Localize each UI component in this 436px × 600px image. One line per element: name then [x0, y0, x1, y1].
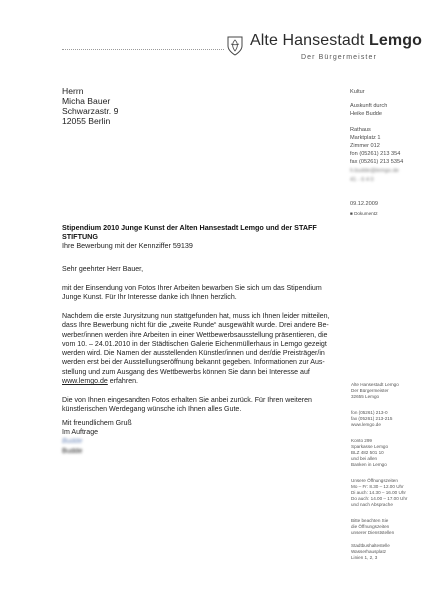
city-logo-text [250, 32, 422, 50]
reference-code: 41 - 6 4 0 [350, 177, 374, 183]
footer-note-line: unserer Dienststellen [351, 530, 395, 535]
footer-note-line: die Öffnungszeiten [351, 524, 390, 529]
footer-address-line: Der Bürgermeister [351, 388, 389, 393]
paragraph-2 [62, 312, 337, 386]
recipient-salutation: Herrn [62, 86, 84, 96]
lemgo-website-link[interactable]: www.lemgo.de [62, 378, 108, 386]
footer-bank-line: Sparkasse Lemgo [351, 444, 389, 449]
footer-address-line: 32655 Lemgo [351, 394, 380, 399]
footer-hours [351, 478, 407, 508]
city-crest-icon [227, 36, 243, 56]
footer-contact-line: fon (05261) 213-0 [351, 410, 388, 415]
letterhead-divider [62, 49, 224, 50]
on-behalf: Im Auftrage [62, 429, 99, 436]
city-name: Alte Hansestadt [250, 32, 365, 49]
footer-bus [351, 543, 390, 561]
paragraph-3-line-1: Die von Ihnen eingesandten Fotos erhalten Sie anbei zurück. Für Ihren weiteren [62, 397, 312, 404]
signer-name: Budde [62, 448, 83, 455]
paragraph-2-tail: erfahren. [107, 378, 138, 386]
footer-bank-line: Banken in Lemgo [351, 462, 387, 467]
contact-fax: fax (05261) 213 5354 [350, 159, 404, 165]
department-label: Kultur [350, 89, 365, 95]
recipient-city: 12055 Berlin [62, 116, 111, 126]
paragraph-1-line-2: Junge Kunst. Für Ihr Interesse danke ich Ihnen herzlich. [62, 294, 237, 302]
footer-hours-line: und nach Absprache [351, 502, 393, 507]
footer-hours-line: Di auch: 14.30 – 16.00 Uhr [351, 490, 406, 495]
paragraph-2-line-8 [62, 377, 337, 386]
footer-note [351, 518, 394, 536]
letter-subject: Stipendium 2010 Junge Kunst der Alten Hansestadt Lemgo und der STAFF STIFTUNG [62, 223, 317, 241]
paragraph-2-line-1: Nachdem die erste Jurysitzung nun stattgefunden hat, muss ich Ihnen leider mitteilen, [62, 313, 330, 320]
contact-label: Auskunft durch [350, 103, 388, 109]
paragraph-1 [62, 284, 337, 303]
footer-hours-line: Mo – Fr: 8.30 – 12.00 Uhr [351, 484, 404, 489]
footer-hours-line: Unsere Öffnungszeiten [351, 478, 398, 483]
closing: Mit freundlichem Gruß [62, 420, 132, 427]
footer-bank-line: Konto 299 [351, 438, 372, 443]
signature: Budde [62, 438, 83, 445]
city-name-bold: Lemgo [369, 32, 422, 49]
office-building: Rathaus [350, 127, 371, 133]
paragraph-2-line-7: stellung und zum Ausgang des Wettbewerbs können Sie dann bei Interesse auf [62, 368, 310, 376]
letterhead-subtitle: Der Bürgermeister [301, 54, 377, 61]
letter-date: 09.12.2009 [350, 201, 378, 207]
footer-note-line: Bitte beachten Sie [351, 518, 389, 523]
contact-email: h.budde@lemgo.de [350, 168, 399, 174]
document-marker: ■ Dokument2 [350, 211, 378, 216]
paragraph-2-line-3: werber/innen werden ihre Arbeiten in einer Wettbewerbsausstellung präsentieren, die [62, 331, 328, 339]
paragraph-3 [62, 396, 337, 415]
paragraph-2-line-2: dass Ihre Bewerbung nicht für die „zweite Runde“ ausgewählt wurde. Drei andere Be- [62, 322, 329, 330]
office-street: Marktplatz 1 [350, 135, 381, 141]
footer-bus-line: Stadtbushaltestelle [351, 543, 390, 548]
paragraph-2-line-5: werden wird. Die Namen der ausstellenden Künstler/innen und der/die Preisträger/in [62, 350, 325, 358]
paragraph-2-line-4: vom 10. – 24.01.2010 in der Städtischen Galerie Eichenmüllerhaus in Lemgo gezeigt [62, 340, 327, 348]
recipient-name: Micha Bauer [62, 96, 111, 106]
footer-bus-line: Wasserhausplatz [351, 549, 387, 554]
footer-address [351, 382, 399, 400]
footer-bus-line: Linien 1, 2, 3 [351, 555, 378, 560]
contact-phone: fon (05261) 213 354 [350, 151, 401, 157]
paragraph-3-line-2: künstlerischen Werdegang wünsche ich Ihnen alles Gute. [62, 406, 242, 414]
greeting: Sehr geehrter Herr Bauer, [62, 266, 144, 273]
paragraph-2-line-6: werden erst bei der Ausstellungseröffnung bekannt gegeben. Informationen zur Aus- [62, 359, 325, 367]
footer-bank [351, 438, 388, 468]
paragraph-1-line-1: mit der Einsendung von Fotos Ihrer Arbeiten bewarben Sie sich um das Stipendium [62, 285, 322, 292]
footer-bank-line: und bei allen [351, 456, 378, 461]
letter-reference: Ihre Bewerbung mit der Kennziffer 59139 [62, 241, 193, 250]
footer-contact-line: fax (05261) 213-215 [351, 416, 393, 421]
recipient-address [62, 86, 118, 126]
footer-address-line: Alte Hansestadt Lemgo [351, 382, 399, 387]
footer-contact-line[interactable]: www.lemgo.de [351, 422, 381, 427]
contact-name: Heike Budde [350, 111, 383, 117]
footer-contact [351, 410, 392, 428]
document-marker-text: Dokument2 [354, 211, 378, 216]
office-room: Zimmer 012 [350, 143, 380, 149]
footer-bank-line: BLZ 482 501 10 [351, 450, 384, 455]
footer-hours-line: Do auch: 14.00 – 17.00 Uhr [351, 496, 408, 501]
recipient-street: Schwarzastr. 9 [62, 106, 119, 116]
